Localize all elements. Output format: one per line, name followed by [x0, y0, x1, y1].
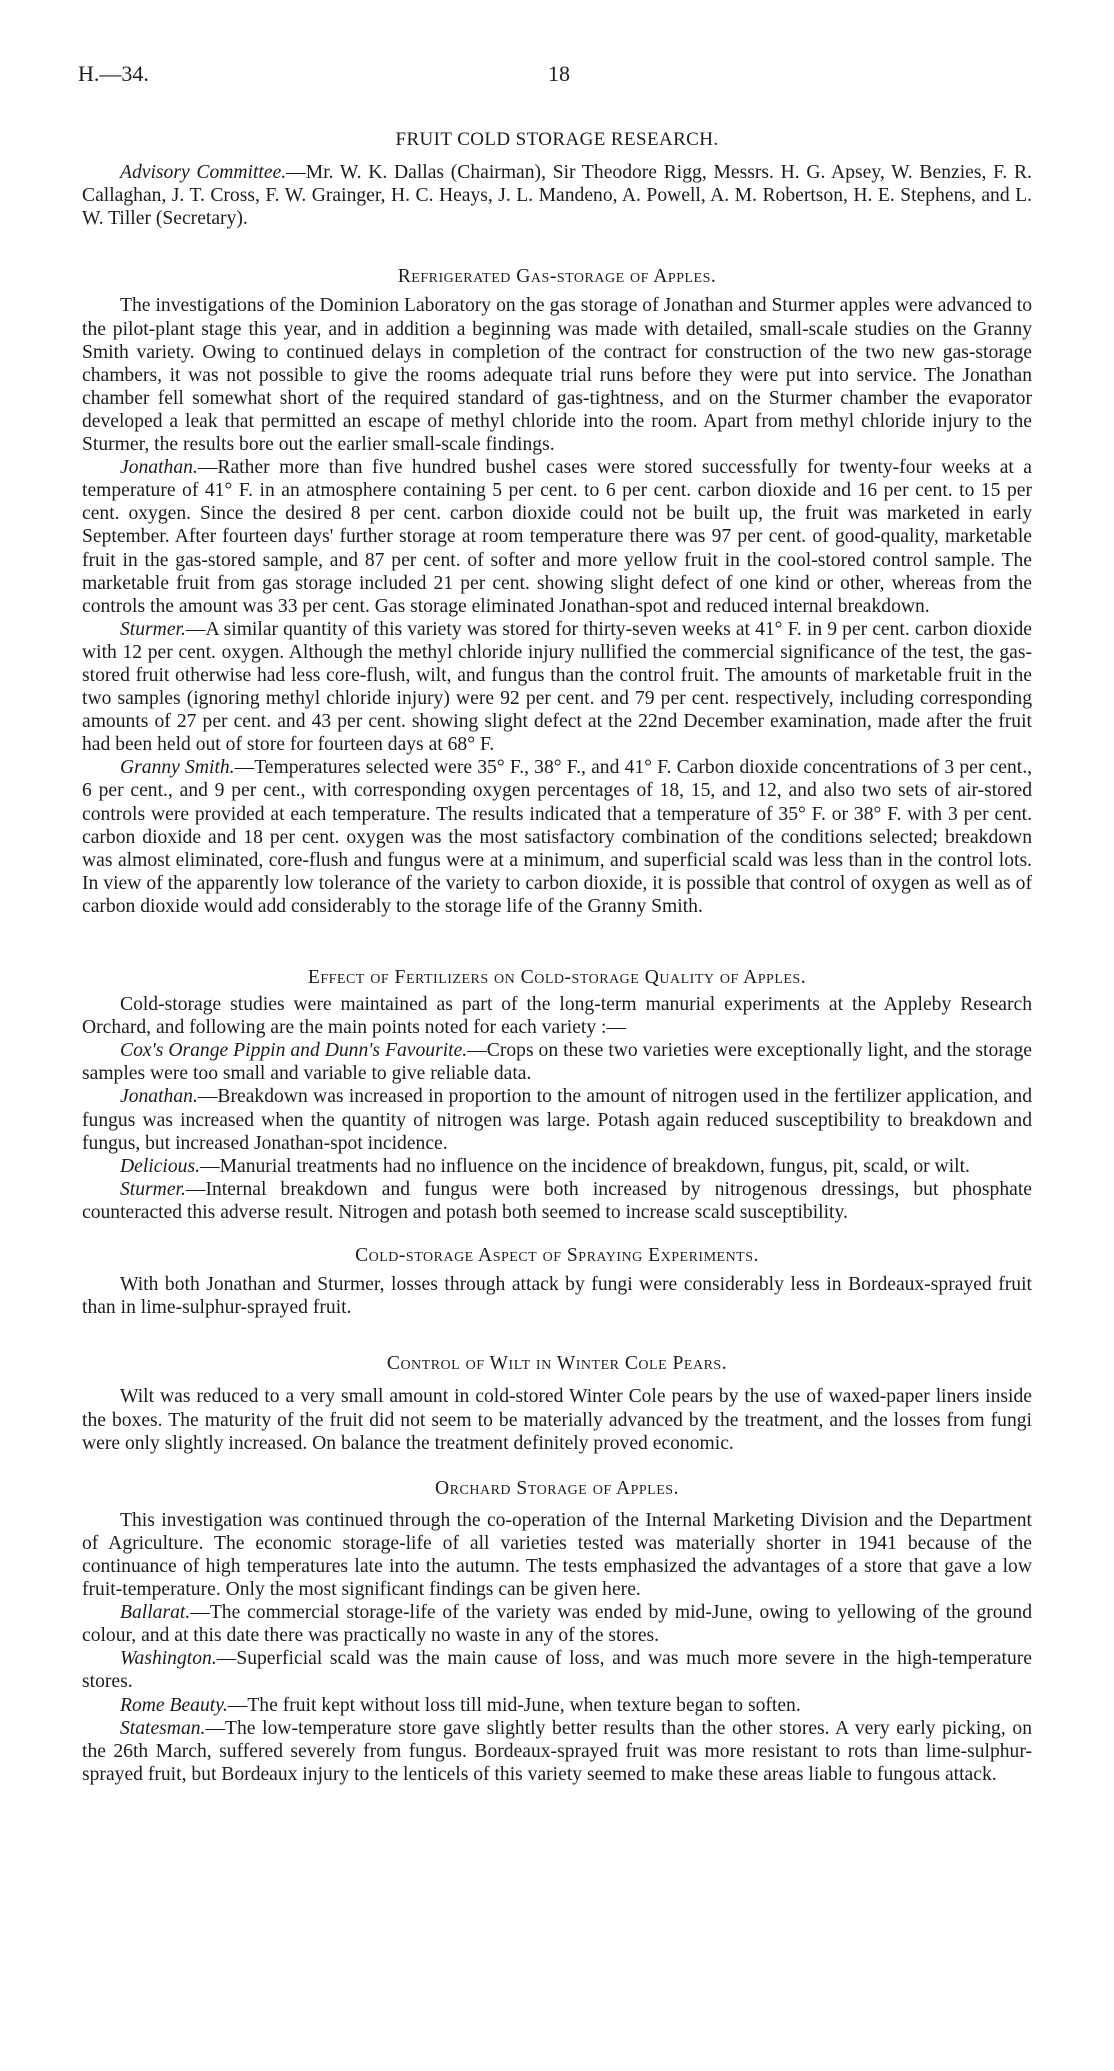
paragraph-lead: Statesman. [120, 1717, 206, 1739]
paragraph-text: —Temperatures selected were 35° F., 38° F., and 41° F. Carbon dioxide concentrations of 3 per cent., 6 per cent., and 9 per cent., with corresponding oxygen percentages of 18, 15, and 12, and also two sets of air-stored controls were provided at each temperature. The results indicated that a temperature of 35° F. or 38° F. with 3 per cent. carbon dioxide and 18 per cent. oxygen was the most satisfactory combination of the conditions selected; breakdown was almost eliminated, core-flush and fungus were at a minimum, and superficial scald was less than in the control lots. In view of the apparently low tolerance of the variety to carbon dioxide, it is possible that control of oxygen as well as of carbon dioxide would add considerably to the storage life of the Granny Smith. [82, 757, 1032, 917]
paragraph-text: —The fruit kept without loss till mid-June, when texture began to soften. [227, 1694, 801, 1716]
paragraph-text: —Breakdown was increased in proportion to the amount of nitrogen used in the fertilizer application, and fungus was increased when the quantity of nitrogen was large. Potash again reduced susceptibility to breakdown and fungus, but increased Jonathan-spot incidence. [82, 1086, 1032, 1154]
section-heading-wilt: Control of Wilt in Winter Cole Pears. [386, 1353, 728, 1375]
paragraph-lead: Cox's Orange Pippin and Dunn's Favourite. [120, 1040, 468, 1062]
paragraph-text: —Internal breakdown and fungus were both increased by nitrogenous dressings, but phosphate counteracted this adverse result. Nitrogen and potash both seemed to increase scald susceptibility. [82, 1178, 1032, 1223]
page-number: 18 [548, 61, 570, 86]
section-heading-fertilizers: Effect of Fertilizers on Cold-storage Quality of Apples. [307, 967, 807, 988]
paragraph-lead: Washington. [120, 1648, 217, 1670]
paragraph-gas-jonathan [82, 456, 1032, 618]
page-title: FRUIT COLD STORAGE RESEARCH. [395, 129, 719, 150]
paragraph-fert-delicious [82, 1155, 1032, 1178]
paragraph-lead: Jonathan. [120, 457, 198, 479]
paragraph-spraying: With both Jonathan and Sturmer, losses through attack by fungi were considerably less in Bordeaux-sprayed fruit than in lime-sulphur-sprayed fruit. [82, 1274, 1032, 1319]
paragraph-orchard-rome-beauty [82, 1694, 1032, 1717]
paragraph-text: —The commercial storage-life of the variety was ended by mid-June, owing to yellowing of the ground colour, and at this date there was practically no waste in any of the stores. [82, 1602, 1032, 1647]
paragraph-fert-jonathan [82, 1085, 1032, 1154]
paragraph-text: —Crops on these two varieties were exceptionally light, and the storage samples were too small and variable to give reliable data. [82, 1040, 1033, 1085]
paragraph-text: —Manurial treatments had no influence on the incidence of breakdown, fungus, pit, scald, or wilt. [200, 1155, 970, 1177]
paragraph-lead: Jonathan. [120, 1086, 198, 1108]
committee-paragraph [82, 161, 1032, 230]
paragraph-lead: Advisory Committee. [120, 162, 287, 184]
paragraph-text: —Superficial scald was the main cause of loss, and was much more severe in the high-temperature stores. [82, 1648, 1032, 1693]
paragraph-fert-sturmer [82, 1178, 1032, 1224]
section-heading-orchard: Orchard Storage of Apples. [435, 1477, 679, 1499]
paragraph-text: —Rather more than five hundred bushel cases were stored successfully for twenty-four weeks at a temperature of 41° F. in an atmosphere containing 5 per cent. to 6 per cent. carbon dioxide and 16 per cent. to 15 per cent. oxygen. Since the desired 8 per cent. carbon dioxide could not be built up, the fruit was marketed in early September. After fourteen days' further storage at room temperature there was 97 per cent. of good-quality, marketable fruit in the gas-stored sample, and 87 per cent. of softer and more yellow fruit in the cool-stored control sample. The marketable fruit from gas storage included 21 per cent. showing slight defect of one kind or other, whereas from the controls the amount was 33 per cent. Gas storage eliminated Jonathan-spot and reduced internal breakdown. [82, 457, 1032, 617]
paragraph-orchard-intro: This investigation was continued through the co-operation of the Internal Marketing Division and the Department of Agriculture. The economic storage-life of all varieties tested was materially shorter in 1941 because of the continuance of high temperatures late into the autumn. The tests emphasized the advantages of a store that gave a low fruit-temperature. Only the most significant findings can be given here. [82, 1509, 1032, 1601]
section-heading-gas-storage: Refrigerated Gas-storage of Apples. [397, 266, 717, 288]
paragraph-lead: Rome Beauty. [120, 1694, 228, 1716]
paragraph-gas-intro: The investigations of the Dominion Laboratory on the gas storage of Jonathan and Sturmer apples were advanced to the pilot-plant stage this year, and in addition a beginning was made with detailed, small-scale studies on the Granny Smith variety. Owing to continued delays in completion of the contract for construction of the two new gas-storage chambers, it was not possible to give the rooms adequate trial runs before they were put into service. The Jonathan chamber fell somewhat short of the required standard of gas-tightness, and on the Sturmer chamber the evaporator developed a leak that permitted an escape of methyl chloride into the room. Apart from methyl chloride injury to the Sturmer, the results bore out the earlier small-scale findings. [82, 295, 1032, 456]
paragraph-lead: Delicious. [120, 1155, 200, 1177]
paragraph-lead: Sturmer. [120, 1178, 186, 1200]
paragraph-text: —The low-temperature store gave slightly better results than the other stores. A very early picking, on the 26th March, suffered severely from fungus. Bordeaux-sprayed fruit was more resistant to rots than lime-sulphur-sprayed fruit, but Bordeaux injury to the lenticels of this variety seemed to make these areas liable to fungous attack. [82, 1717, 1032, 1785]
paragraph-gas-sturmer [82, 618, 1032, 757]
paragraph-gas-granny-smith [82, 756, 1032, 918]
document-id: H.—34. [78, 61, 149, 86]
page-header [78, 61, 1032, 98]
paragraph-lead: Ballarat. [120, 1602, 191, 1624]
paragraph-text: —Mr. W. K. Dallas (Chairman), Sir Theodore Rigg, Messrs. H. G. Apsey, W. Benzies, F. R. Callaghan, J. T. Cross, F. W. Grainger, H. C. Heays, J. L. Mandeno, A. Powell, A. M. Robertson, H. E. Stephens, and L. W. Tiller (Secretary). [82, 162, 1032, 230]
paragraph-lead: Granny Smith. [120, 757, 235, 779]
paragraph-wilt: Wilt was reduced to a very small amount in cold-stored Winter Cole pears by the use of waxed-paper liners inside the boxes. The maturity of the fruit did not seem to be materially advanced by the treatment, and the losses from fungi were only slightly increased. On balance the treatment definitely proved economic. [82, 1386, 1032, 1454]
paragraph-orchard-washington [82, 1647, 1032, 1693]
paragraph-lead: Sturmer. [120, 618, 186, 640]
section-heading-spraying: Cold-storage Aspect of Spraying Experiments. [355, 1245, 759, 1267]
paragraph-text: —A similar quantity of this variety was stored for thirty-seven weeks at 41° F. in 9 per cent. carbon dioxide with 12 per cent. oxygen. Although the methyl chloride injury nullified the commercial significance of the test, the gas-stored fruit otherwise had less core-flush, wilt, and fungus than the control fruit. The amounts of marketable fruit in the two samples (ignoring methyl chloride injury) were 92 per cent. and 79 per cent. respectively, including corresponding amounts of 27 per cent. and 43 per cent. showing slight defect at the 22nd December examination, made after the fruit had been held out of store for fourteen days at 68° F. [82, 618, 1032, 756]
paragraph-fert-intro: Cold-storage studies were maintained as part of the long-term manurial experiments at the Appleby Research Orchard, and following are the main points noted for each variety :— [82, 994, 1032, 1039]
paragraph-fert-cox [82, 1039, 1032, 1085]
paragraph-orchard-ballarat [82, 1601, 1032, 1647]
paragraph-orchard-statesman [82, 1717, 1032, 1786]
